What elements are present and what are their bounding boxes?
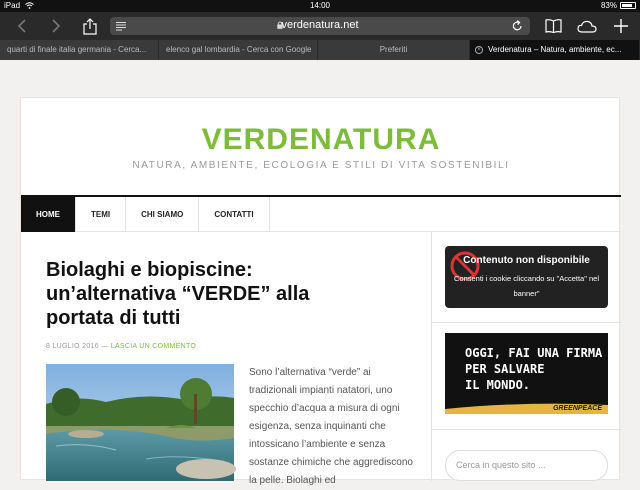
nav-item-home[interactable]: HOME xyxy=(21,197,76,232)
tab-verdenatura[interactable]: × Verdenatura – Natura, ambiente, ec... xyxy=(470,40,640,60)
site-tagline: NATURA, AMBIENTE, ECOLOGIA E STILI DI VITA SOSTENIBILI xyxy=(132,160,510,171)
leave-comment-link[interactable]: LASCIA UN COMMENTO xyxy=(110,343,197,350)
article-image[interactable] xyxy=(46,364,234,481)
battery-percent: 83% xyxy=(600,1,617,10)
greenpeace-ad[interactable] xyxy=(445,333,608,414)
blocked-title: Contenuto non disponibile xyxy=(463,255,590,266)
clock: 14:00 xyxy=(309,1,331,10)
ad-text: OGGI, FAI UNA FIRMA PER SALVARE IL MONDO. xyxy=(465,346,603,392)
widget-divider xyxy=(432,429,622,430)
url-text: verdenatura.net xyxy=(281,19,359,31)
status-bar xyxy=(0,0,640,12)
web-page xyxy=(20,97,620,486)
post-date: 8 LUGLIO 2016 xyxy=(46,343,99,350)
cloud-tabs-icon[interactable] xyxy=(577,17,597,35)
tab-preferiti[interactable]: Preferiti xyxy=(318,40,470,60)
blocked-content-notice xyxy=(445,246,608,308)
back-chevron-icon[interactable] xyxy=(12,17,32,35)
new-tab-plus-icon[interactable] xyxy=(611,17,631,35)
tab-quarti-di-finale[interactable]: quarti di finale italia germania - Cerca... xyxy=(0,40,159,60)
search-input[interactable]: Cerca in questo sito ... xyxy=(445,450,608,481)
nav-item-temi[interactable]: TEMI xyxy=(76,197,126,232)
tab-bar xyxy=(0,40,640,60)
battery-icon xyxy=(620,2,636,9)
site-title[interactable]: VERDENATURA xyxy=(201,123,441,156)
address-bar[interactable] xyxy=(110,17,530,35)
ad-brand: GREENPEACE xyxy=(552,405,602,412)
nav-item-chi-siamo[interactable]: CHI SIAMO xyxy=(126,197,199,232)
close-tab-icon[interactable]: × xyxy=(475,46,483,54)
article-excerpt: Sono l’alternativa “verde” ai tradizionali impianti natatori, uno specchio d’acqua a misura di ogni esigenza, senza inquinanti che intossicano l’ambiente e senza sostanze chimiche che aggrediscono la pelle. Biolaghi ed xyxy=(249,367,413,486)
meta-separator: — xyxy=(101,343,109,350)
bookmarks-icon[interactable] xyxy=(543,17,563,35)
nav-item-contatti[interactable]: CONTATTI xyxy=(199,197,269,232)
share-icon[interactable] xyxy=(80,17,100,35)
reload-icon[interactable] xyxy=(512,20,523,32)
article-header xyxy=(46,258,346,350)
sidebar xyxy=(431,232,621,481)
post-meta xyxy=(46,343,346,350)
browser-toolbar xyxy=(0,12,640,40)
post-title[interactable]: Biolaghi e biopiscine: un’alternativa “VERDE” alla portata di tutti xyxy=(46,259,310,329)
blocked-text: Consenti i cookie cliccando su "Accetta" nel banner" xyxy=(454,274,599,298)
main-nav xyxy=(21,195,621,232)
tab-elenco-gal-lombardia[interactable]: elenco gal lombardia - Cerca con Google xyxy=(159,40,318,60)
device-label: iPad xyxy=(4,1,21,10)
widget-divider xyxy=(432,322,622,323)
forward-chevron-icon[interactable] xyxy=(46,17,66,35)
